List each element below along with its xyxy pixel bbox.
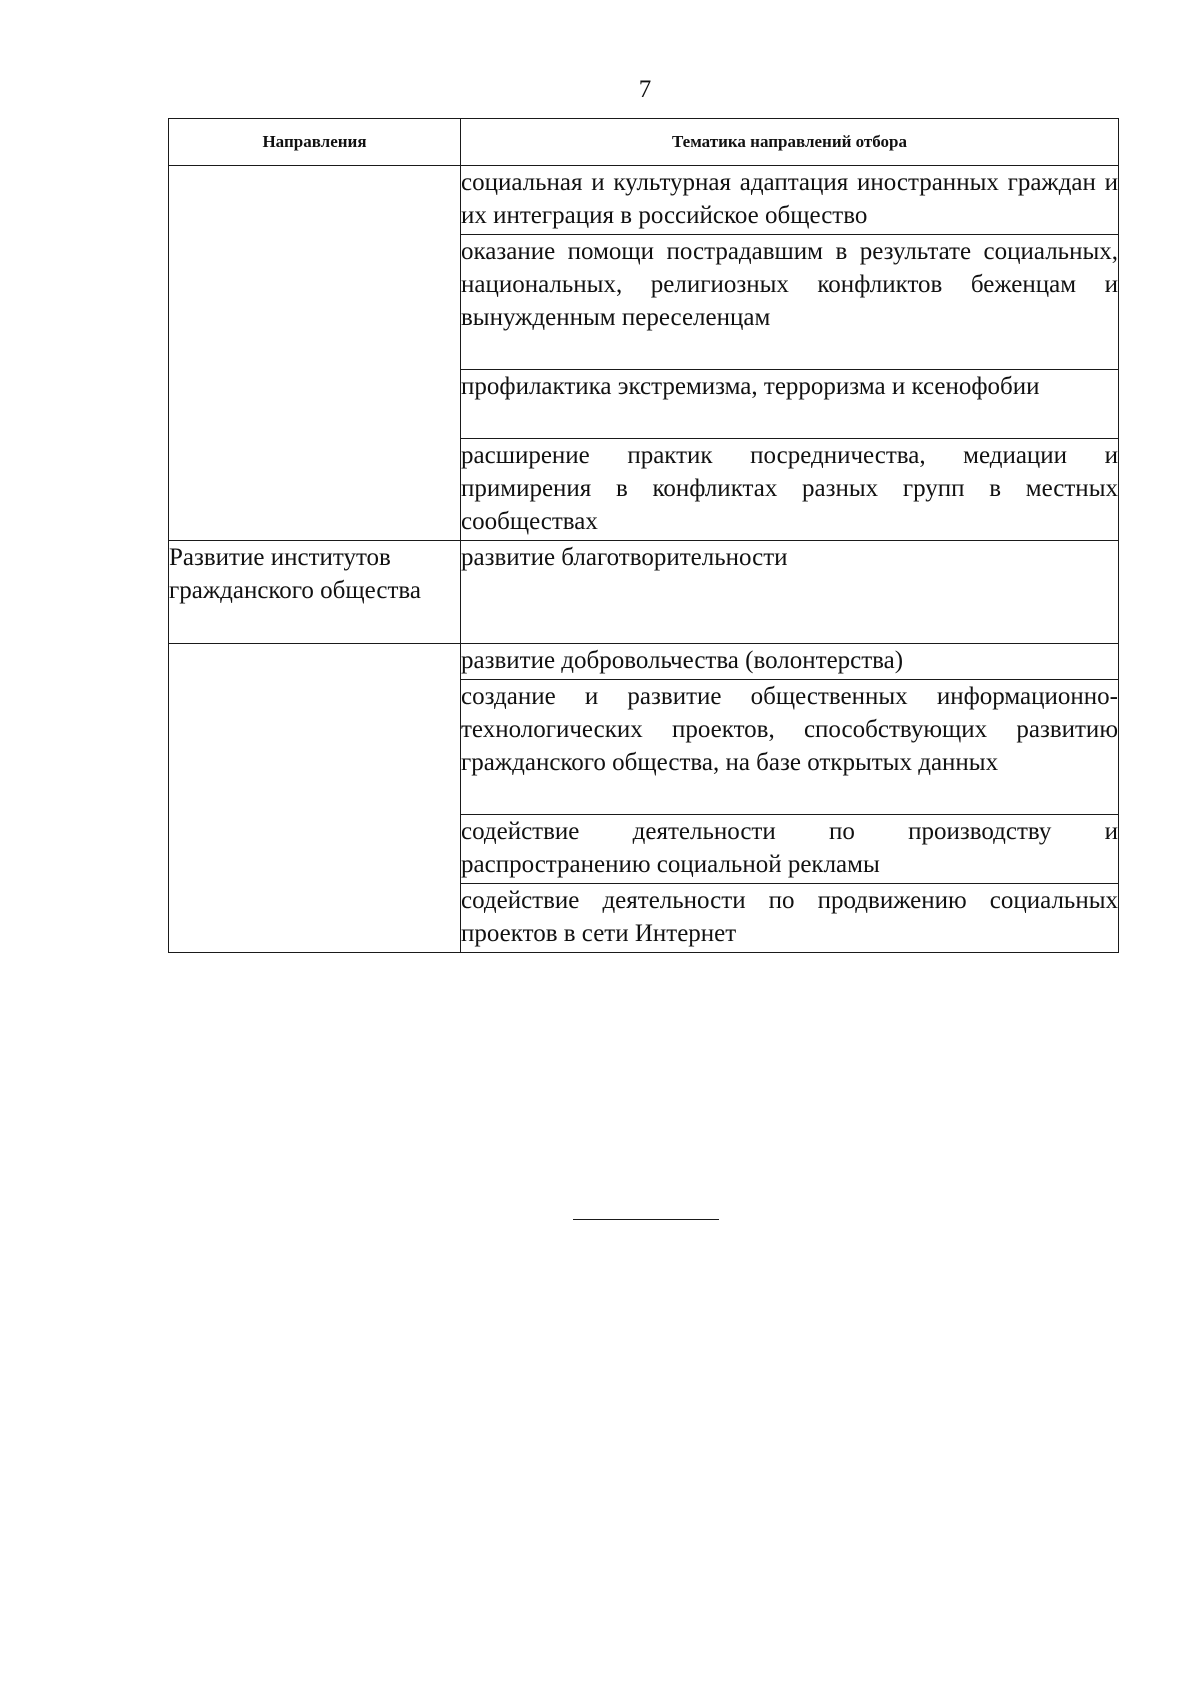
topic-cell: содействие деятельности по производству и распространению социальной рекламы bbox=[461, 815, 1119, 884]
column-header-topics: Тематика направлений отбора bbox=[461, 119, 1119, 166]
topic-cell: содействие деятельности по продвижению социальных проектов в сети Интернет bbox=[461, 884, 1119, 953]
end-separator-line bbox=[573, 1219, 719, 1220]
topic-cell: расширение практик посредничества, медиации и примирения в конфликтах разных групп в местных сообществах bbox=[461, 439, 1119, 541]
table-row bbox=[169, 644, 1119, 680]
page-number: 7 bbox=[638, 76, 652, 103]
table-row bbox=[169, 166, 1119, 235]
direction-cell bbox=[169, 644, 461, 953]
table-row bbox=[169, 541, 1119, 644]
topic-cell: оказание помощи пострадавшим в результате социальных, национальных, религиозных конфликтов беженцам и вынужденным переселенцам bbox=[461, 235, 1119, 370]
direction-cell bbox=[169, 166, 461, 541]
topic-cell: развитие благотворительности bbox=[461, 541, 1119, 644]
topics-table bbox=[168, 118, 1119, 953]
topic-cell: создание и развитие общественных информационно-технологических проектов, способствующих развитию гражданского общества, на базе открытых данных bbox=[461, 680, 1119, 815]
table-header-row bbox=[169, 119, 1119, 166]
topic-cell: профилактика экстремизма, терроризма и ксенофобии bbox=[461, 370, 1119, 439]
topic-cell: развитие добровольчества (волонтерства) bbox=[461, 644, 1119, 680]
column-header-directions: Направления bbox=[169, 119, 461, 166]
direction-cell: Развитие институтов гражданского общества bbox=[169, 541, 461, 644]
topic-cell: социальная и культурная адаптация иностранных граждан и их интеграция в российское общество bbox=[461, 166, 1119, 235]
